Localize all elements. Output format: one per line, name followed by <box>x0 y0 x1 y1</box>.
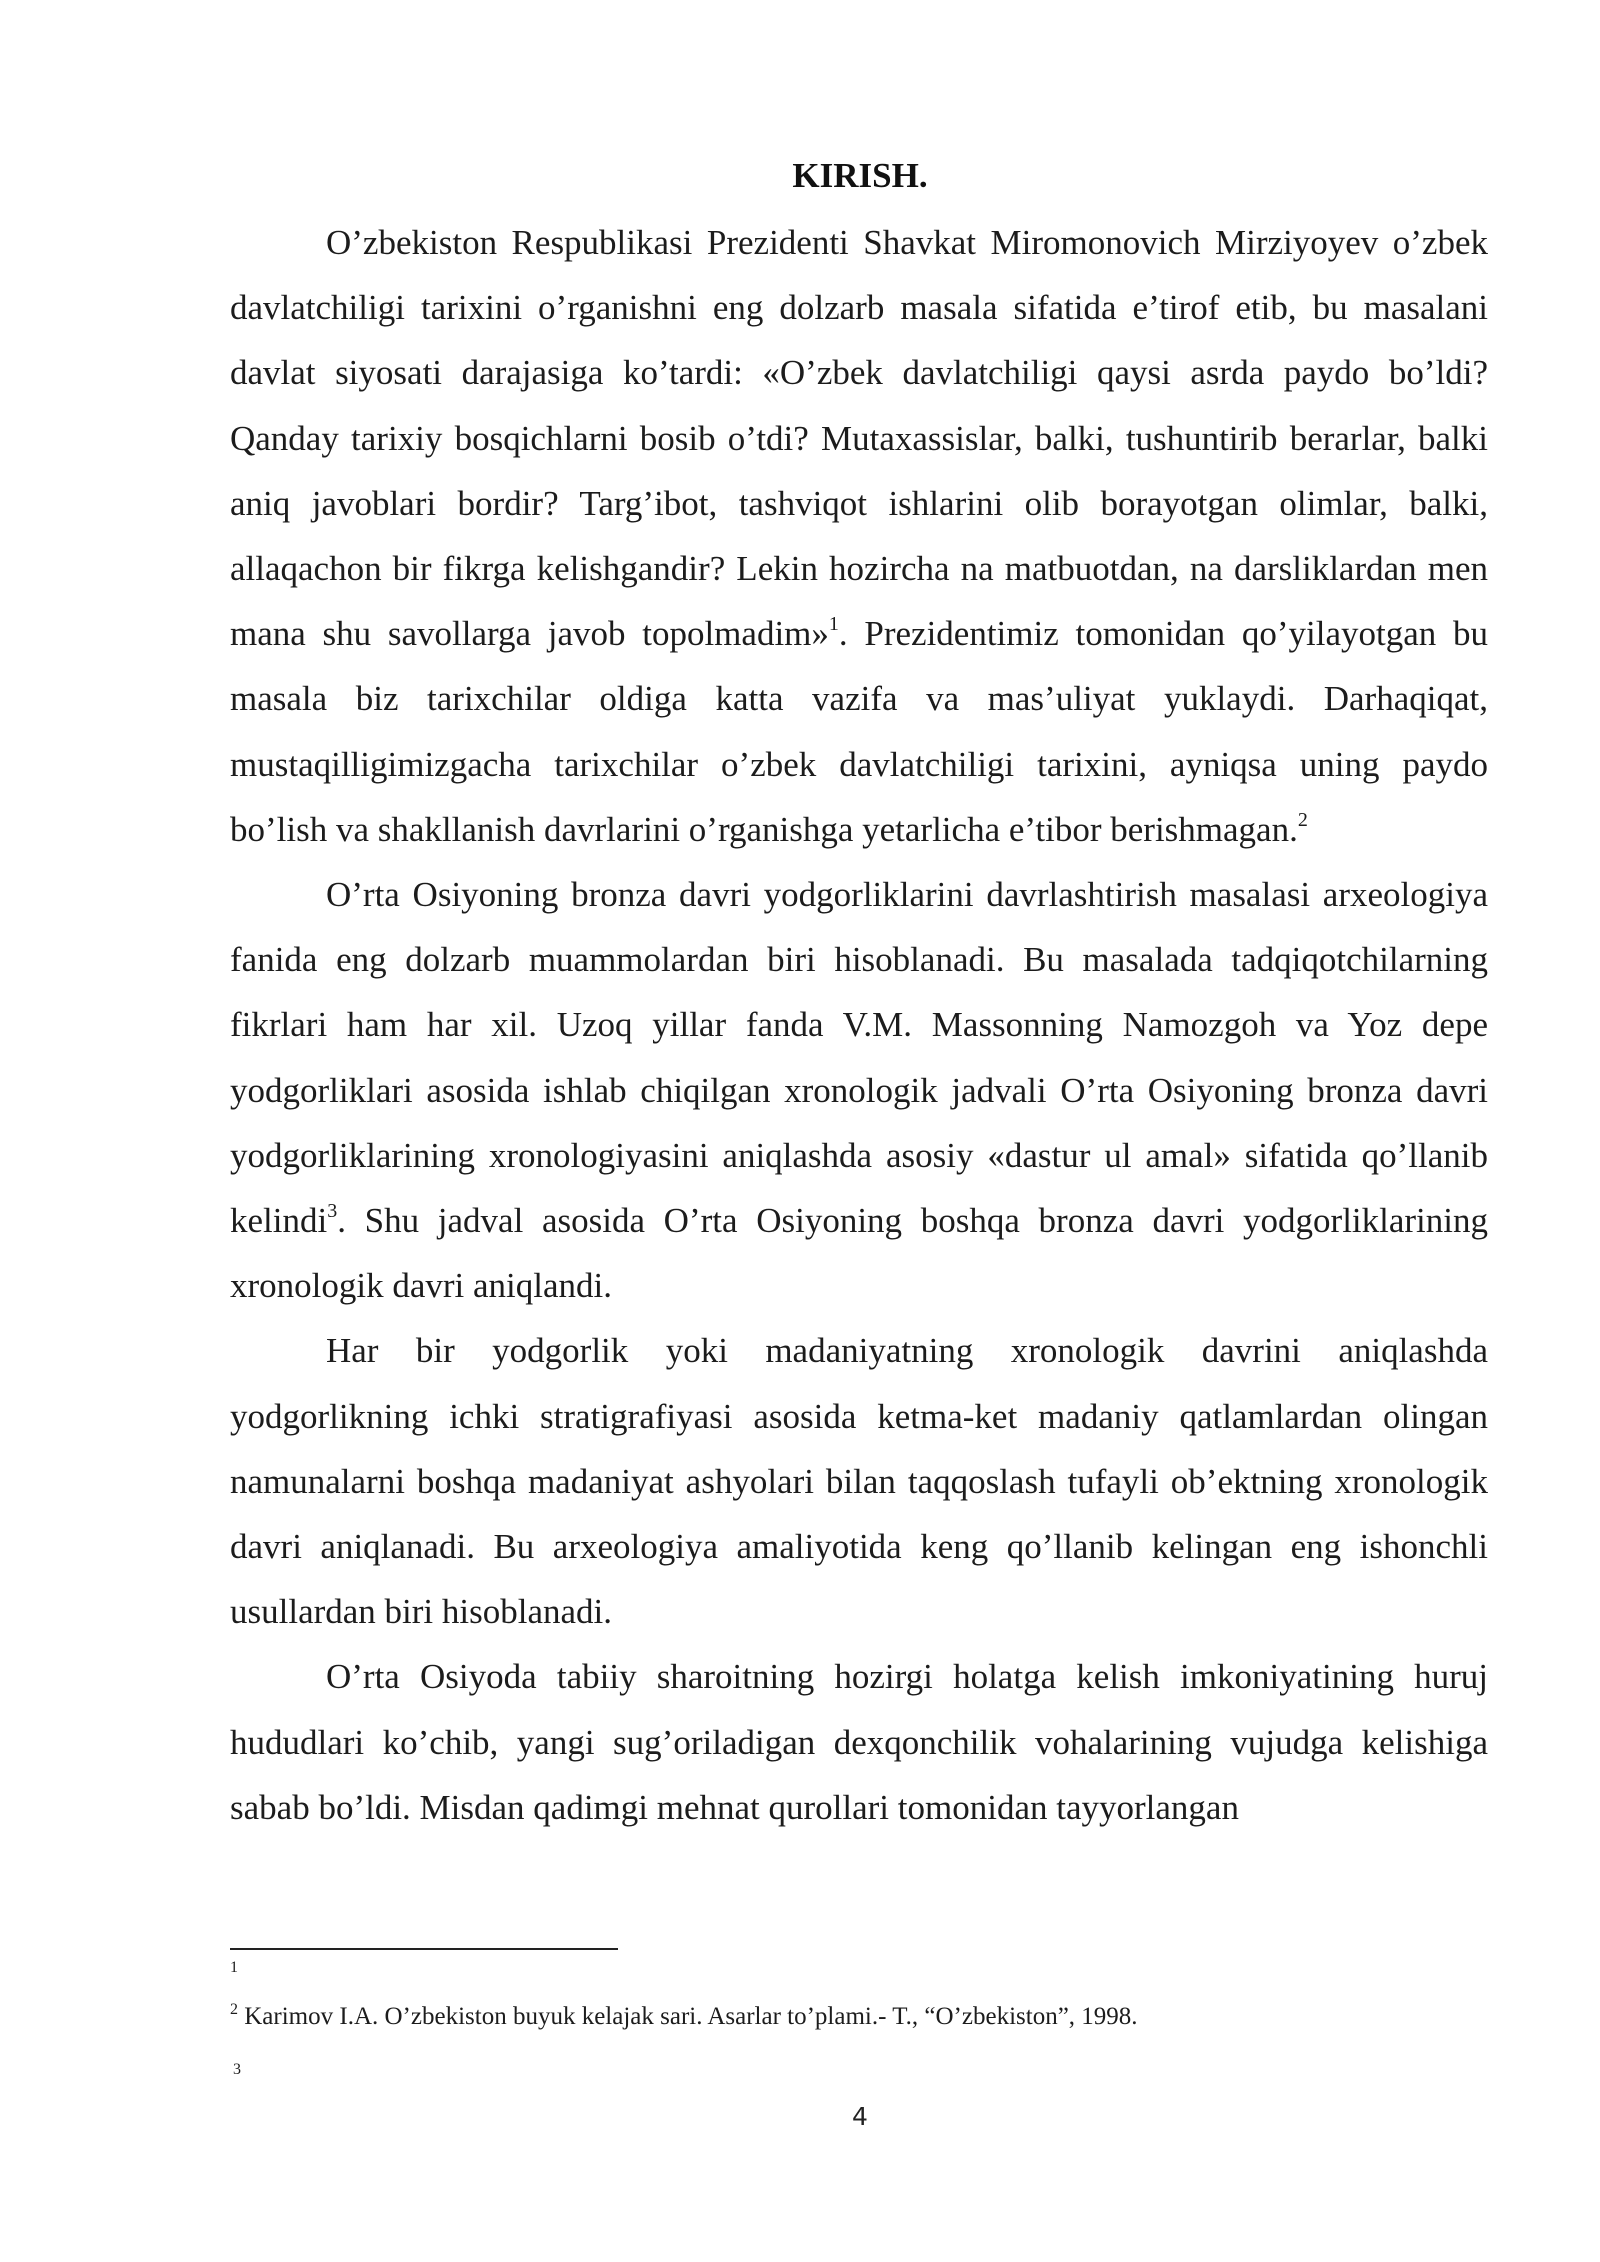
paragraph-2 <box>230 862 1488 1318</box>
paragraph-1-text-a: O’zbekiston Respublikasi Prezidenti Shavkat Miromonovich Mirziyoyev o’zbek davlatchiligi tarixini o’rganishni eng dolzarb masala sifatida e’tirof etib, bu masalani davlat siyosati darajasiga ko’tardi: «O’zbek davlatchiligi qaysi asrda paydo bo’ldi? Qanday tarixiy bosqichlarni bosib o’tdi? Mutaxassislar, balki, tushuntirib berarlar, balki aniq javoblari bordir? Targ’ibot, tashviqot ishlarini olib borayotgan olimlar, balki, allaqachon bir fikrga kelishgandir? Lekin hozircha na matbuotdan, na darsliklardan men mana shu savollarga javob topolmadim» <box>230 223 1488 654</box>
footnote-ref-3[interactable]: 3 <box>327 1200 338 1223</box>
paragraph-2-text-a: O’rta Osiyoning bronza davri yodgorliklarini davrlashtirish masalasi arxeologiya fanida eng dolzarb muammolardan biri hisoblanadi. Bu masalada tadqiqotchilarning fikrlari ham har xil. Uzoq yillar fanda V.M. Massonning Namozgoh va Yoz depe yodgorliklari asosida ishlab chiqilgan xronologik jadvali O’rta Osiyoning bronza davri yodgorliklarining xronologiyasini aniqlashda asosiy «dastur ul amal» sifatida qo’llanib kelindi <box>230 875 1488 1241</box>
page-title: KIRISH. <box>792 156 928 195</box>
body-text <box>230 210 1488 1840</box>
paragraph-2-text-b: . Shu jadval asosida O’rta Osiyoning boshqa bronza davri yodgorliklarining xronologik davri aniqlandi. <box>230 1201 1488 1306</box>
footnote-3 <box>233 2060 241 2094</box>
footnote-1 <box>230 1958 238 1992</box>
footnote-2-mark: 2 <box>230 2001 238 2018</box>
paragraph-1 <box>230 210 1488 862</box>
paragraph-4: O’rta Osiyoda tabiiy sharoitning hozirgi holatga kelish imkoniyatining huruj hududlari ko’chib, yangi sug’oriladigan dexqonchilik vohalarining vujudga kelishiga sabab bo’ldi. Misdan qadimgi mehnat qurollari tomonidan tayyorlangan <box>230 1657 1488 1827</box>
footnote-ref-1[interactable]: 1 <box>828 613 839 636</box>
paragraph-1-text-b: . Prezidentimiz tomonidan qo’yilayotgan bu masala biz tarixchilar oldiga katta vazifa va mas’uliyat yuklaydi. Darhaqiqat, mustaqilligimizgacha tarixchilar o’zbek davlatchiligi tarixini, ayniqsa uning paydo bo’lish va shakllanish davrlarini o’rganishga yetarlicha e’tibor berishmagan. <box>230 614 1489 849</box>
footnote-2 <box>230 2000 1138 2034</box>
footnote-1-mark: 1 <box>230 1959 238 1976</box>
footnote-separator <box>230 1948 618 1950</box>
footnote-3-mark: 3 <box>233 2061 241 2078</box>
paragraph-3: Har bir yodgorlik yoki madaniyatning xronologik davrini aniqlashda yodgorlikning ichki stratigrafiyasi asosida ketma-ket madaniy qatlamlardan olingan namunalarni boshqa madaniyat ashyolari bilan taqqoslash tufayli ob’ektning xronologik davri aniqlanadi. Bu arxeologiya amaliyotida keng qo’llanib kelingan eng ishonchli usullardan biri hisoblanadi. <box>230 1331 1488 1632</box>
page-number: 4 <box>852 2102 868 2131</box>
footnote-ref-2[interactable]: 2 <box>1297 808 1308 831</box>
footnote-2-text: Karimov I.A. O’zbekiston buyuk kelajak sari. Asarlar to’plami.- T., “O’zbekiston”, 1998. <box>238 2003 1138 2030</box>
